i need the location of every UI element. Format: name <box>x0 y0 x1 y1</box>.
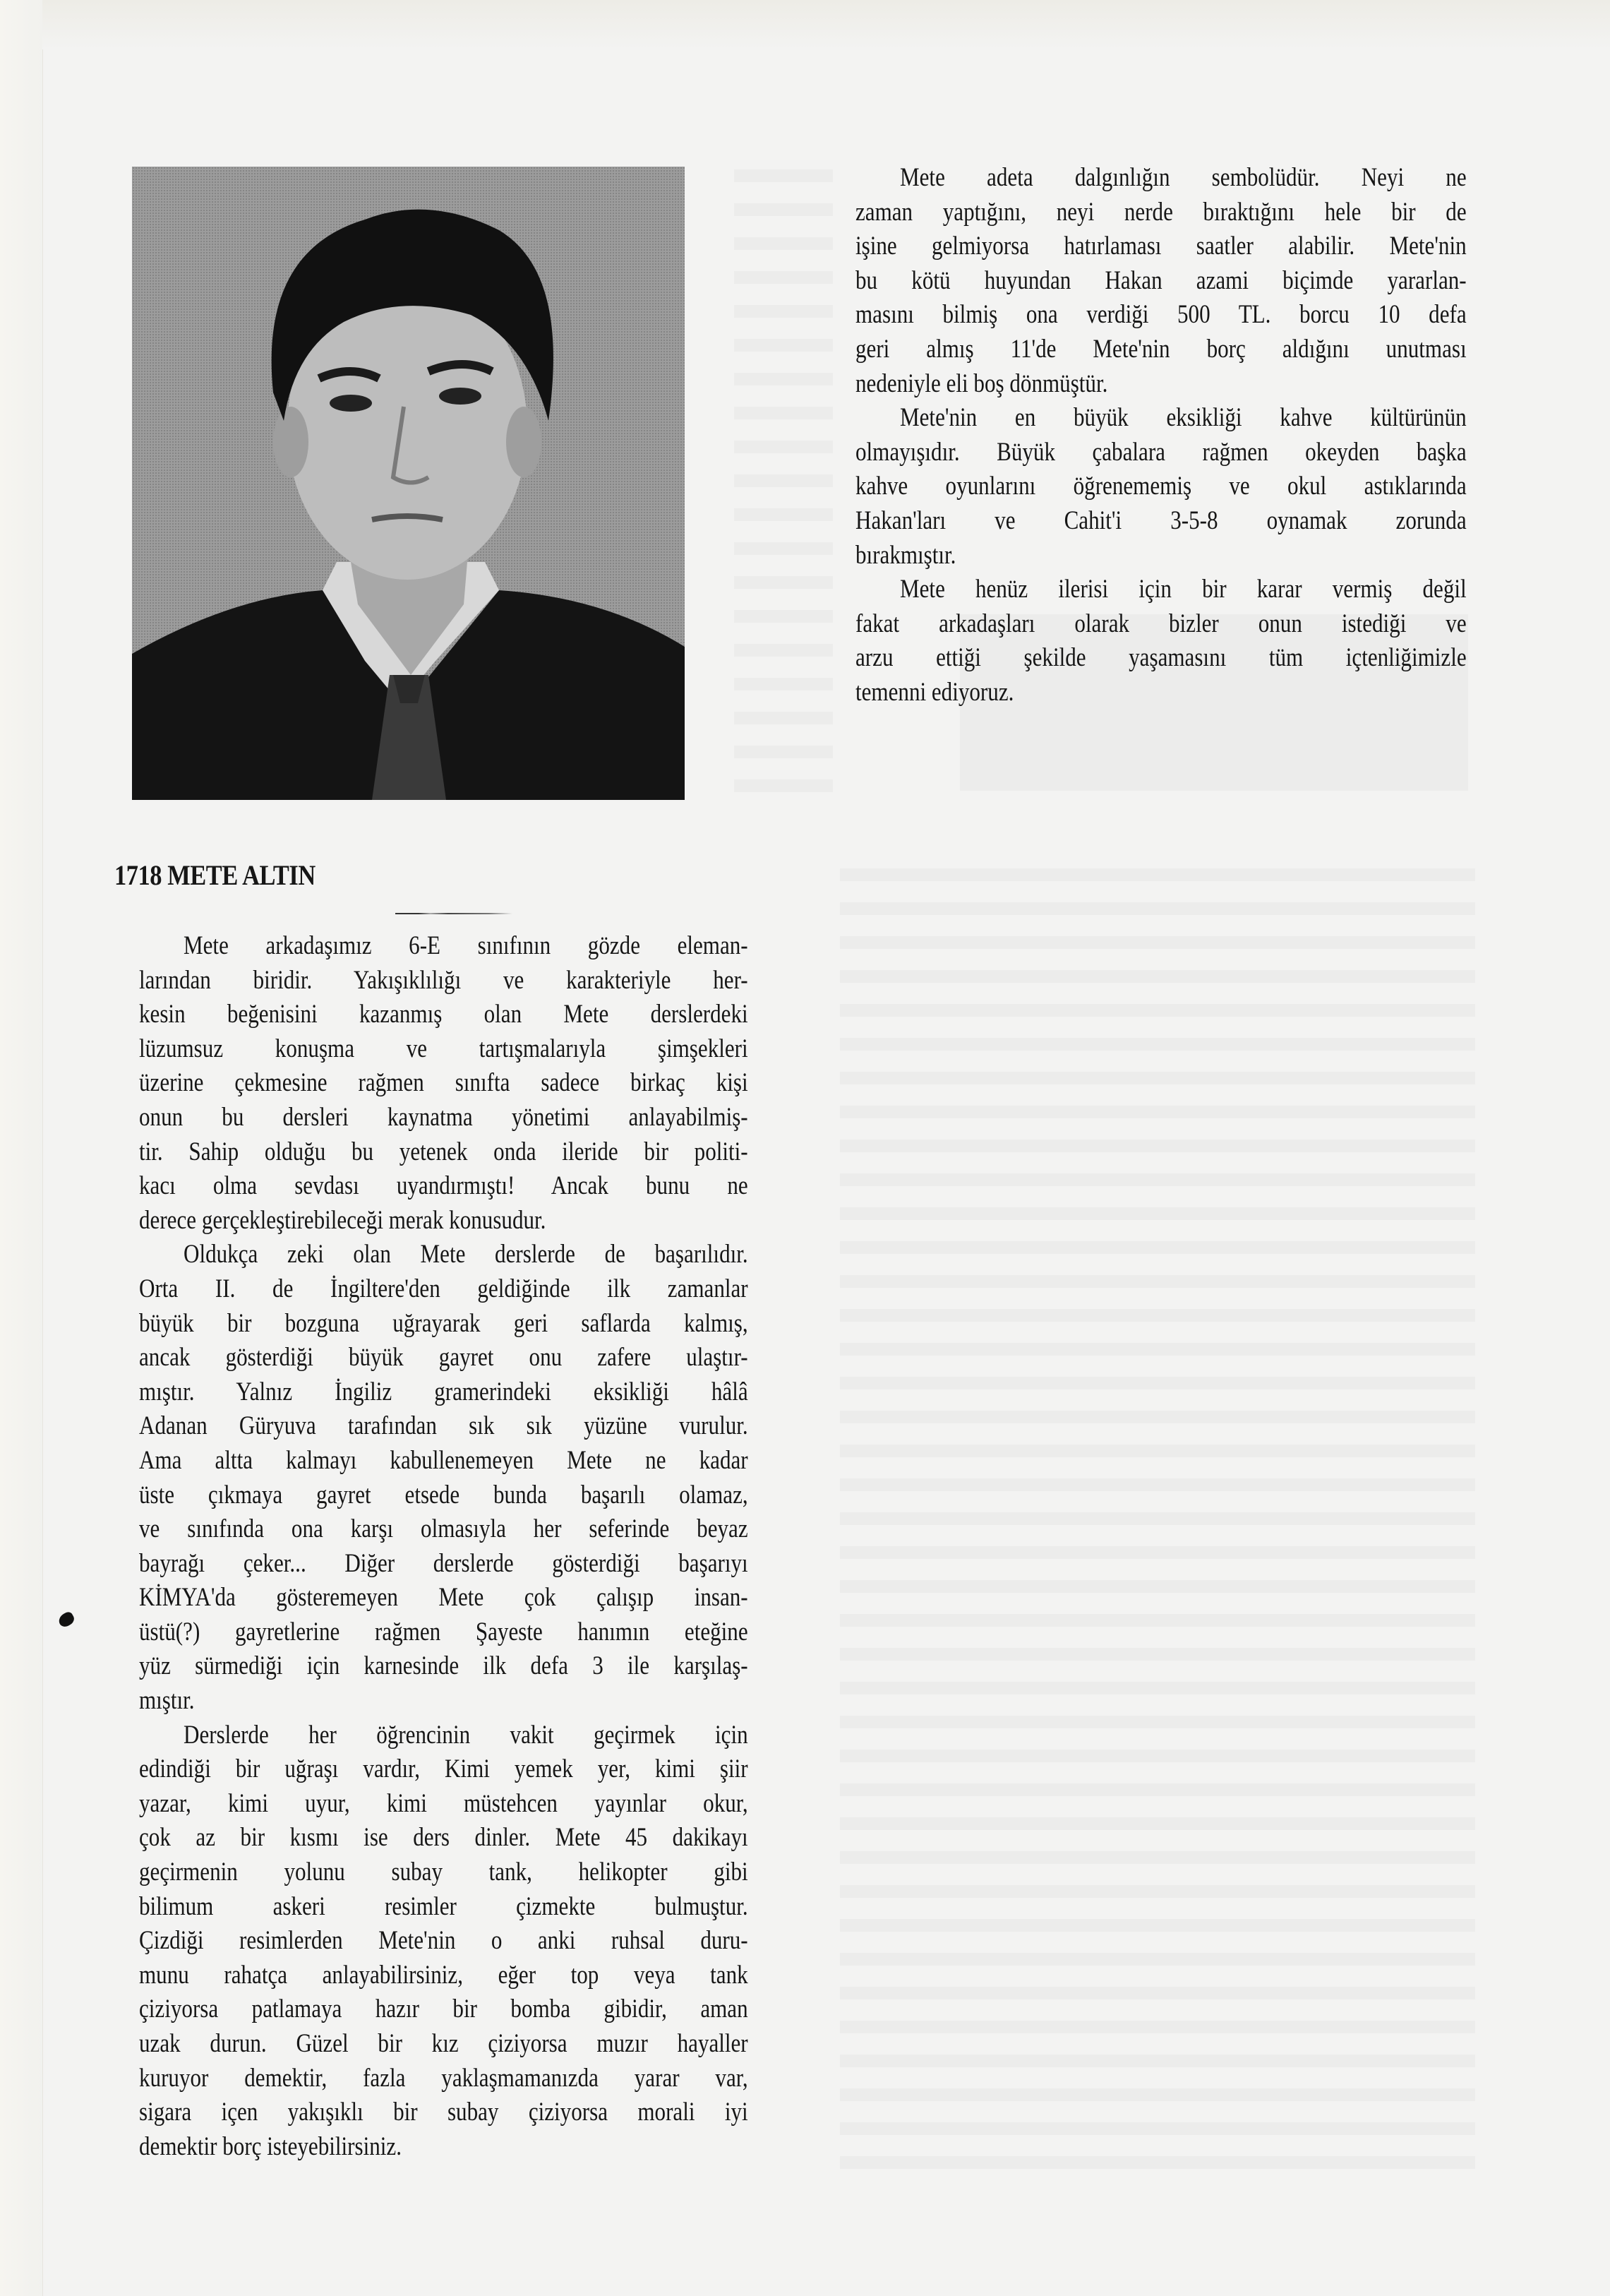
page-top-shade <box>42 0 1610 49</box>
text-line: Derslerde her öğrencinin vakit geçirmek için <box>184 1720 748 1750</box>
heading-rule <box>395 913 512 914</box>
text-line: fakat arkadaşları olarak bizler onun istediği ve <box>855 609 1467 638</box>
page-edge <box>0 0 43 2296</box>
text-line: kuruyor demektir, fazla yaklaşmamanızda yarar var, <box>139 2063 748 2093</box>
text-line: çiziyorsa patlamaya hazır bir bomba gibidir, aman <box>139 1995 748 2024</box>
text-line: munu rahatça anlayabilirsiniz, eğer top veya tank <box>139 1960 748 1990</box>
text-line: bilimum askeri resimler çizmekte bulmuştur. <box>139 1891 748 1921</box>
bleed-through-texture <box>734 169 833 805</box>
text-line: temenni ediyoruz. <box>855 677 1014 707</box>
ink-blot <box>56 1610 76 1630</box>
text-line: işine gelmiyorsa hatırlaması saatler alabilir. Mete'nin <box>855 232 1467 261</box>
text-line: Mete henüz ilerisi için bir karar vermiş değil <box>900 575 1467 604</box>
portrait-photo <box>132 167 685 800</box>
text-line: yüz sürmediği için karnesinde ilk defa 3 ile karşılaş- <box>139 1651 748 1681</box>
text-line: bırakmıştır. <box>855 540 956 570</box>
bleed-through-texture <box>840 868 1475 2175</box>
text-line: geçirmenin yolunu subay tank, helikopter gibi <box>139 1858 748 1887</box>
text-line: derece gerçekleştirebileceği merak konusudur. <box>139 1205 546 1235</box>
text-line: Ama altta kalmayı kabullenemeyen Mete ne kadar <box>139 1445 748 1475</box>
text-line: kacı olma sevdası uyandırmıştı! Ancak bunu ne <box>139 1171 748 1201</box>
text-line: çok az bir kısmı ise ders dinler. Mete 45 dakikayı <box>139 1823 748 1853</box>
text-line: Mete'nin en büyük eksikliği kahve kültürünün <box>900 403 1467 433</box>
text-line: ancak gösterdiği büyük gayret onu zafere ulaştır- <box>139 1343 748 1373</box>
text-line: üste çıkmaya gayret etsede bunda başarılı olamaz, <box>139 1480 748 1509</box>
text-line: olmayışıdır. Büyük çabalara rağmen okeyden başka <box>855 437 1467 467</box>
text-line: KİMYA'da gösteremeyen Mete çok çalışıp insan- <box>139 1583 748 1613</box>
right-column-text <box>855 161 1467 710</box>
text-line: mıştır. Yalnız İngiliz gramerindeki eksikliği hâlâ <box>139 1377 748 1406</box>
text-line: Oldukça zeki olan Mete derslerde de başarılıdır. <box>184 1240 748 1269</box>
text-line: tir. Sahip olduğu bu yetenek onda ileride bir politi- <box>139 1137 748 1166</box>
text-line: kahve oyunlarını öğrenememiş ve okul astıklarında <box>855 472 1467 501</box>
text-line: Çizdiği resimlerden Mete'nin o anki ruhsal duru- <box>139 1926 748 1956</box>
text-line: yazar, kimi uyur, kimi müstehcen yayınlar okur, <box>139 1788 748 1818</box>
text-line: Mete adeta dalgınlığın sembolüdür. Neyi ne <box>900 163 1467 192</box>
left-column-text <box>139 929 748 2164</box>
text-line: nedeniyle eli boş dönmüştür. <box>855 369 1108 398</box>
text-line: bayrağı çeker... Diğer derslerde gösterdiği başarıyı <box>139 1548 748 1578</box>
text-line: larından biridir. Yakışıklılığı ve karakteriyle her- <box>139 965 748 995</box>
text-line: uzak durun. Güzel bir kız çiziyorsa muzır hayaller <box>139 2029 748 2058</box>
text-line: geri almış 11'de Mete'nin borç aldığını unutması <box>855 334 1467 364</box>
text-line: Adanan Güryuva tarafından sık sık yüzüne vurulur. <box>139 1411 748 1441</box>
portrait-illustration <box>132 167 685 800</box>
student-name-heading: 1718 METE ALTIN <box>114 859 316 891</box>
text-line: sigara içen yakışıklı bir subay çiziyorsa morali iyi <box>139 2098 748 2127</box>
text-line: Mete arkadaşımız 6-E sınıfının gözde eleman- <box>184 931 748 960</box>
text-line: lüzumsuz konuşma ve tartışmalarıyla şimşekleri <box>139 1034 748 1063</box>
text-line: kesin beğenisini kazanmış olan Mete derslerdeki <box>139 1000 748 1029</box>
text-line: Orta II. de İngiltere'den geldiğinde ilk zamanlar <box>139 1274 748 1303</box>
text-line: ve sınıfında ona karşı olmasıyla her seferinde beyaz <box>139 1514 748 1544</box>
text-line: masını bilmiş ona verdiği 500 TL. borcu 10 defa <box>855 300 1467 330</box>
text-line: büyük bir bozguna uğrayarak geri saflarda kalmış, <box>139 1308 748 1338</box>
text-line: edindiği bir uğraşı vardır, Kimi yemek yer, kimi şiir <box>139 1754 748 1784</box>
text-line: onun bu dersleri kaynatma yönetimi anlayabilmiş- <box>139 1102 748 1132</box>
text-line: arzu ettiği şekilde yaşamasını tüm içtenliğimizle <box>855 643 1467 673</box>
text-line: mıştır. <box>139 1686 195 1716</box>
text-line: üzerine çekmesine rağmen sınıfta sadece birkaç kişi <box>139 1068 748 1098</box>
text-line: zaman yaptığını, neyi nerde bıraktığını hele bir de <box>855 197 1467 227</box>
text-line: bu kötü huyundan Hakan azami biçimde yararlan- <box>855 265 1467 295</box>
text-line: üstü(?) gayretlerine rağmen Şayeste hanımın eteğine <box>139 1617 748 1646</box>
text-line: Hakan'ları ve Cahit'i 3-5-8 oynamak zorunda <box>855 506 1467 535</box>
text-line: demektir borç isteyebilirsiniz. <box>139 2131 402 2161</box>
